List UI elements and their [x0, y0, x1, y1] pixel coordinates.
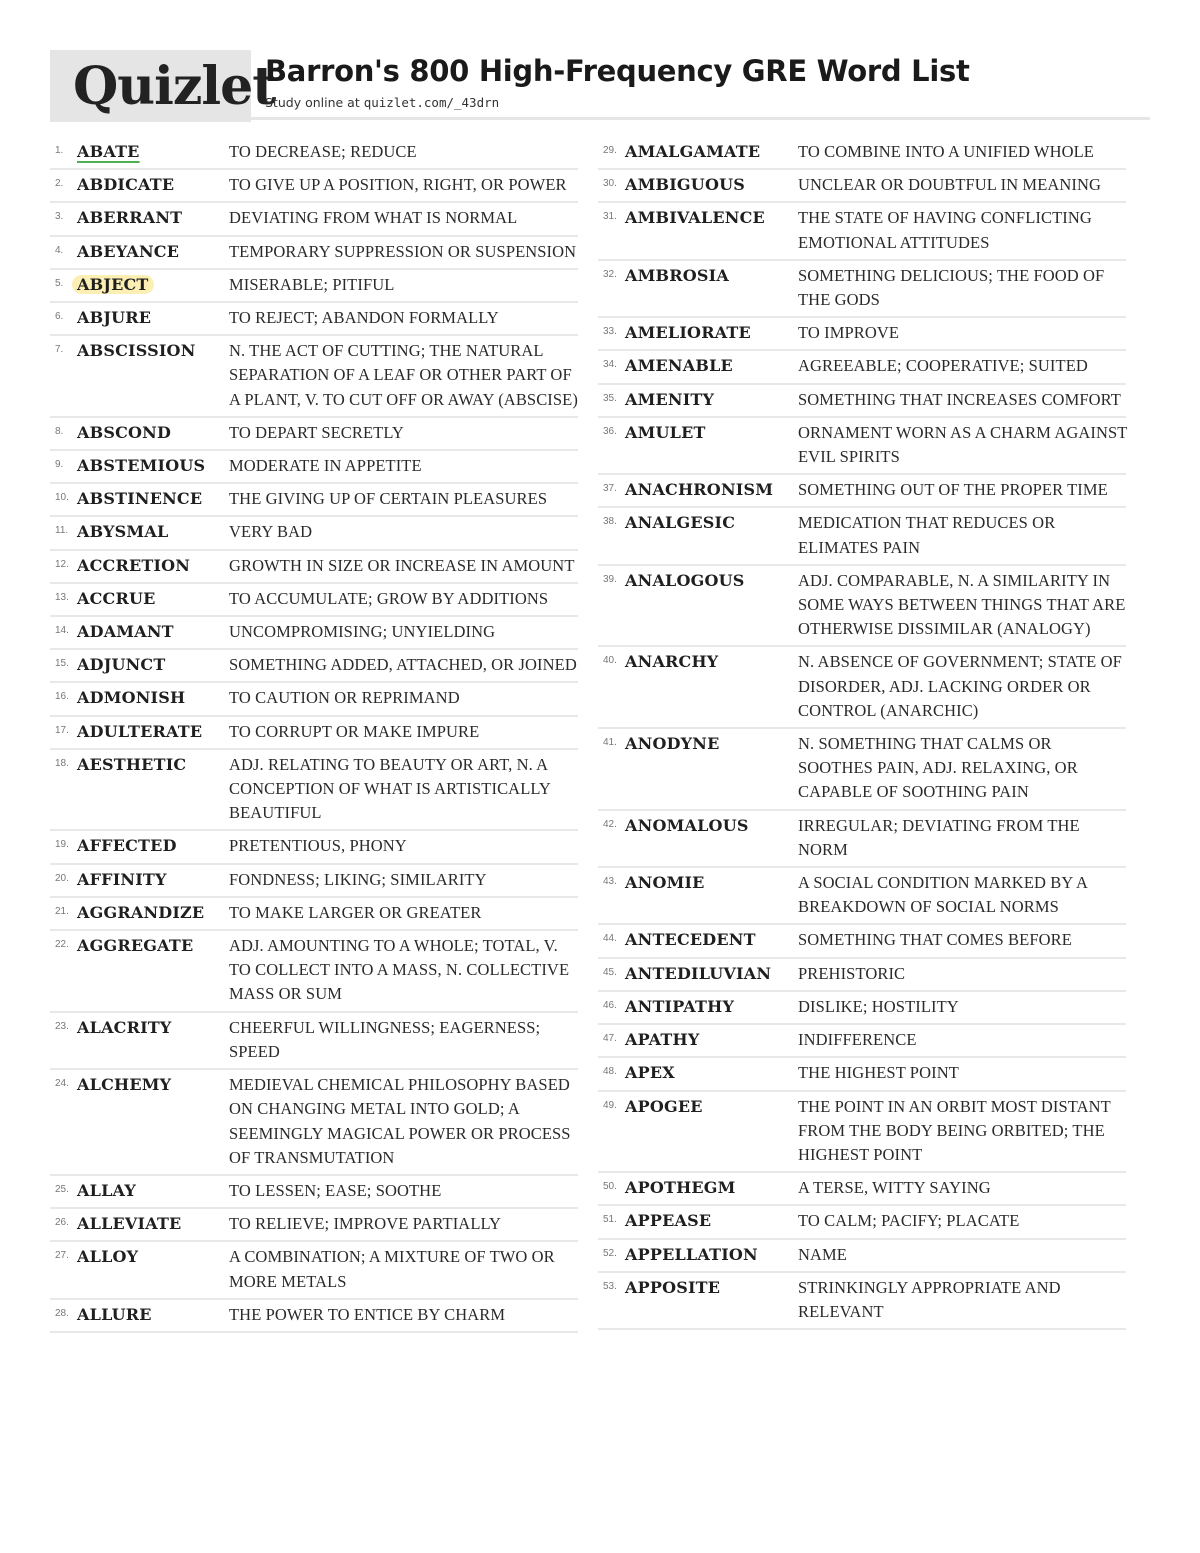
word-entry	[598, 868, 1126, 925]
word-entry	[50, 617, 578, 650]
entry-number: 18.	[55, 757, 69, 769]
entry-term-text: ABJECT	[72, 275, 154, 294]
entry-number: 34.	[603, 359, 617, 371]
entry-term-text: ANOMIE	[625, 873, 705, 893]
entry-number: 4.	[55, 244, 64, 256]
entry-term-text: ABERRANT	[77, 208, 183, 228]
entry-number: 10.	[55, 492, 69, 504]
entry-term-text: ANARCHY	[625, 652, 719, 672]
word-entry	[598, 1092, 1126, 1174]
entry-term-text: ALLOY	[77, 1247, 139, 1267]
word-entry	[50, 931, 578, 1013]
entry-number: 37.	[603, 483, 617, 495]
entry-number: 13.	[55, 591, 69, 603]
entry-number: 42.	[603, 818, 617, 830]
entry-term	[625, 1061, 675, 1085]
entry-definition: TO DEPART SECRETLY	[229, 422, 404, 442]
entry-definition: MISERABLE; PITIFUL	[229, 274, 395, 294]
entry-term	[77, 653, 165, 677]
entry-term	[77, 901, 204, 925]
entry-number: 22.	[55, 939, 69, 951]
entry-term-text: AFFINITY	[77, 869, 167, 889]
entry-definition: N. THE ACT OF CUTTING; THE NATURAL SEPARATION OF A LEAF OR OTHER PART OF A PLANT, V. TO CUT OFF OR AWAY (ABSCISE)	[229, 341, 578, 409]
entry-term-text: ABSTEMIOUS	[77, 456, 206, 476]
entry-term	[77, 1179, 136, 1203]
entry-definition: TO IMPROVE	[798, 323, 900, 343]
entry-number: 14.	[55, 625, 69, 637]
entry-number: 38.	[603, 516, 617, 528]
entry-number: 2.	[55, 178, 64, 190]
entry-term	[77, 273, 154, 297]
entry-term-text: ABSTINENCE	[77, 489, 203, 509]
entry-term-text: APPELLATION	[625, 1244, 758, 1264]
entry-definition: TO LESSEN; EASE; SOOTHE	[229, 1180, 442, 1200]
word-entry	[50, 451, 578, 484]
word-entry	[50, 865, 578, 898]
word-entry	[50, 831, 578, 864]
entry-term	[625, 511, 735, 535]
entry-definition: SOMETHING OUT OF THE PROPER TIME	[798, 480, 1108, 500]
entry-term-text: AMENITY	[625, 389, 715, 409]
entry-term	[625, 173, 745, 197]
word-entry	[598, 1173, 1126, 1206]
entry-definition: DEVIATING FROM WHAT IS NORMAL	[229, 208, 518, 228]
entry-term	[77, 1212, 181, 1236]
word-entry	[598, 811, 1126, 868]
entry-number: 43.	[603, 876, 617, 888]
word-entry	[50, 898, 578, 931]
entry-term-text: AGGRANDIZE	[77, 902, 205, 922]
entry-number: 20.	[55, 872, 69, 884]
entry-term	[625, 1276, 720, 1300]
entry-definition: N. SOMETHING THAT CALMS OR SOOTHES PAIN, ADJ. RELAXING, OR CAPABLE OF SOOTHING PAIN	[798, 734, 1078, 802]
entry-number: 41.	[603, 737, 617, 749]
entry-term-text: APPEASE	[625, 1211, 712, 1231]
entry-term-text: ABYSMAL	[77, 522, 169, 542]
entry-term	[77, 834, 177, 858]
entry-number: 33.	[603, 326, 617, 338]
entry-term-text: AMENABLE	[625, 356, 733, 376]
study-online-line	[265, 95, 499, 110]
entry-term-text: AMBROSIA	[625, 265, 729, 285]
entry-number: 31.	[603, 211, 617, 223]
entry-definition: UNCLEAR OR DOUBTFUL IN MEANING	[798, 175, 1102, 195]
word-entry	[598, 925, 1126, 958]
word-entry	[598, 351, 1126, 384]
entry-number: 11.	[55, 525, 69, 537]
entry-definition: THE STATE OF HAVING CONFLICTING EMOTIONAL ATTITUDES	[798, 208, 1092, 252]
entry-term	[625, 1243, 758, 1267]
word-entry	[598, 318, 1126, 351]
entry-term	[625, 732, 720, 756]
entry-term	[625, 421, 706, 445]
entry-number: 49.	[603, 1099, 617, 1111]
entry-number: 24.	[55, 1078, 69, 1090]
entry-definition: TO CALM; PACIFY; PLACATE	[798, 1211, 1020, 1231]
entry-definition: MEDICATION THAT REDUCES OR ELIMATES PAIN	[798, 513, 1056, 557]
entry-term	[625, 814, 749, 838]
word-entry	[50, 270, 578, 303]
entry-number: 25.	[55, 1183, 69, 1195]
word-entry	[50, 237, 578, 270]
right-column	[598, 137, 1126, 1330]
entry-definition: TO CORRUPT OR MAKE IMPURE	[229, 721, 480, 741]
word-entry	[50, 170, 578, 203]
entry-term	[77, 753, 186, 777]
entry-definition: A COMBINATION; A MIXTURE OF TWO OR MORE METALS	[229, 1247, 555, 1291]
word-entry	[598, 418, 1126, 475]
word-entry	[598, 1273, 1126, 1330]
entry-term-text: ADMONISH	[77, 688, 186, 708]
entry-number: 47.	[603, 1033, 617, 1045]
entry-term-text: ANALOGOUS	[625, 570, 745, 590]
entry-term	[77, 686, 185, 710]
word-entry	[50, 1070, 578, 1176]
entry-term	[625, 995, 734, 1019]
entry-term	[77, 206, 182, 230]
entry-term	[625, 928, 756, 952]
entry-number: 52.	[603, 1247, 617, 1259]
entry-definition: ADJ. AMOUNTING TO A WHOLE; TOTAL, V. TO COLLECT INTO A MASS, N. COLLECTIVE MASS OR SUM	[229, 936, 570, 1004]
word-entry	[50, 1209, 578, 1242]
word-entry	[598, 1058, 1126, 1091]
entry-definition: ADJ. COMPARABLE, N. A SIMILARITY IN SOME WAYS BETWEEN THINGS THAT ARE OTHERWISE DISSIMILAR (ANALOGY)	[798, 570, 1126, 639]
entry-term	[77, 868, 167, 892]
entry-term-text: ACCRETION	[77, 555, 191, 575]
word-entry	[50, 517, 578, 550]
entry-term	[77, 339, 196, 363]
entry-definition: THE POWER TO ENTICE BY CHARM	[229, 1304, 506, 1324]
entry-definition: PREHISTORIC	[798, 963, 906, 983]
word-entry	[50, 203, 578, 236]
word-entry	[50, 1176, 578, 1209]
entry-term-text: APOGEE	[625, 1096, 703, 1116]
entry-definition: TO MAKE LARGER OR GREATER	[229, 902, 482, 922]
word-entry	[50, 1013, 578, 1070]
word-entry	[50, 1300, 578, 1333]
entry-definition: UNCOMPROMISING; UNYIELDING	[229, 622, 496, 642]
entry-definition: SOMETHING ADDED, ATTACHED, OR JOINED	[229, 655, 577, 675]
entry-definition: TO COMBINE INTO A UNIFIED WHOLE	[798, 142, 1094, 161]
entry-term-text: ABEYANCE	[77, 241, 180, 261]
entry-number: 12.	[55, 558, 69, 570]
entry-definition: TO GIVE UP A POSITION, RIGHT, OR POWER	[229, 175, 567, 195]
word-entry	[598, 261, 1126, 318]
entry-number: 1.	[55, 145, 64, 156]
entry-number: 16.	[55, 691, 69, 703]
entry-number: 40.	[603, 655, 617, 667]
entry-term-text: ABSCOND	[77, 422, 172, 442]
entry-term	[77, 306, 151, 330]
entry-number: 46.	[603, 999, 617, 1011]
entry-term-text: ANACHRONISM	[625, 480, 774, 500]
entry-term-text: AMBIGUOUS	[625, 175, 745, 195]
entry-number: 44.	[603, 933, 617, 945]
entry-number: 3.	[55, 211, 64, 223]
entry-term	[625, 650, 718, 674]
word-entry	[50, 584, 578, 617]
word-entry	[50, 303, 578, 336]
word-entry	[50, 650, 578, 683]
entry-number: 36.	[603, 425, 617, 437]
entry-term-text: AESTHETIC	[77, 754, 187, 774]
entry-definition: TO RELIEVE; IMPROVE PARTIALLY	[229, 1214, 502, 1234]
entry-term	[625, 871, 705, 895]
word-entry	[598, 137, 1126, 170]
entry-term-text: ADAMANT	[77, 622, 174, 642]
entry-definition: THE GIVING UP OF CERTAIN PLEASURES	[229, 489, 548, 509]
entry-term-text: ALLEVIATE	[77, 1214, 182, 1234]
entry-definition: GROWTH IN SIZE OR INCREASE IN AMOUNT	[229, 555, 575, 575]
entry-term-text: ADULTERATE	[77, 721, 203, 741]
entry-number: 35.	[603, 392, 617, 404]
entry-term	[625, 569, 745, 593]
entry-term-text: AMELIORATE	[625, 323, 751, 343]
entry-definition: SOMETHING THAT INCREASES COMFORT	[798, 389, 1121, 409]
entry-definition: PRETENTIOUS, PHONY	[229, 836, 407, 856]
entry-term	[77, 720, 202, 744]
entry-term	[625, 321, 751, 345]
entry-definition: AGREEABLE; COOPERATIVE; SUITED	[798, 356, 1088, 376]
word-entry	[598, 203, 1126, 260]
word-entry	[598, 1240, 1126, 1273]
word-entry	[598, 729, 1126, 811]
entry-definition: SOMETHING DELICIOUS; THE FOOD OF THE GODS	[798, 265, 1105, 310]
entry-term-text: APATHY	[625, 1030, 700, 1050]
entry-definition: THE HIGHEST POINT	[798, 1063, 959, 1083]
entry-number: 51.	[603, 1214, 617, 1226]
word-entry	[50, 717, 578, 750]
entry-term-text: APPOSITE	[625, 1277, 721, 1297]
entry-term	[77, 1073, 171, 1097]
entry-definition: MODERATE IN APPETITE	[229, 456, 422, 476]
page-title: Barron's 800 High-Frequency GRE Word List	[265, 54, 970, 88]
word-entry	[598, 959, 1126, 992]
entry-number: 9.	[55, 459, 64, 471]
entry-term	[625, 264, 729, 288]
word-entry	[598, 1206, 1126, 1239]
word-entry	[50, 551, 578, 584]
entry-term	[625, 354, 733, 378]
entry-term	[77, 454, 205, 478]
entry-definition: TO DECREASE; REDUCE	[229, 142, 417, 161]
entry-definition: IRREGULAR; DEVIATING FROM THE NORM	[798, 815, 1080, 859]
entry-term	[77, 554, 190, 578]
entry-term	[77, 1245, 138, 1269]
entry-number: 27.	[55, 1250, 69, 1262]
entry-definition: MEDIEVAL CHEMICAL PHILOSOPHY BASED ON CHANGING METAL INTO GOLD; A SEEMINGLY MAGICAL POWER OR PROCESS OF TRANSMUTATION	[229, 1075, 571, 1167]
entry-term-text: AMBIVALENCE	[625, 208, 765, 228]
entry-term	[77, 1016, 172, 1040]
entry-term-text: ANTECEDENT	[625, 930, 756, 950]
entry-definition: VERY BAD	[229, 522, 313, 542]
entry-number: 32.	[603, 268, 617, 280]
word-entry	[598, 647, 1126, 729]
entry-term	[77, 620, 174, 644]
entry-definition: TO ACCUMULATE; GROW BY ADDITIONS	[229, 588, 549, 608]
left-column	[50, 137, 578, 1333]
entry-term	[625, 1028, 699, 1052]
word-entry	[50, 336, 578, 418]
entry-number: 7.	[55, 344, 64, 356]
entry-term-text: ADJUNCT	[77, 655, 166, 675]
word-entry	[598, 1025, 1126, 1058]
word-entry	[50, 484, 578, 517]
entry-term-text: ALLAY	[77, 1180, 136, 1200]
entry-number: 23.	[55, 1020, 69, 1032]
entry-term-text: ALCHEMY	[77, 1075, 172, 1095]
entry-definition: DISLIKE; HOSTILITY	[798, 996, 959, 1016]
entry-definition: SOMETHING THAT COMES BEFORE	[798, 930, 1072, 950]
entry-term-text: APOTHEGM	[625, 1178, 736, 1198]
entry-definition: NAME	[798, 1244, 847, 1264]
entry-number: 26.	[55, 1217, 69, 1229]
entry-term-text: AFFECTED	[77, 836, 177, 856]
entry-number: 45.	[603, 966, 617, 978]
entry-term-text: ANTEDILUVIAN	[625, 963, 772, 983]
entry-definition: INDIFFERENCE	[798, 1030, 917, 1050]
entry-term-text: ANOMALOUS	[625, 815, 749, 835]
entry-term-text: ABJURE	[77, 308, 152, 328]
entry-definition: ADJ. RELATING TO BEAUTY OR ART, N. A CONCEPTION OF WHAT IS ARTISTICALLY BEAUTIFUL	[229, 754, 551, 823]
entry-term-text: ABATE	[77, 142, 140, 161]
word-entry	[598, 508, 1126, 565]
word-entry	[50, 1242, 578, 1299]
entry-definition: FONDNESS; LIKING; SIMILARITY	[229, 869, 487, 889]
entry-definition: A SOCIAL CONDITION MARKED BY A BREAKDOWN OF SOCIAL NORMS	[798, 873, 1088, 917]
entry-number: 28.	[55, 1307, 69, 1319]
entry-number: 30.	[603, 178, 617, 190]
entry-term-text: ALACRITY	[77, 1017, 172, 1037]
entry-definition: TO CAUTION OR REPRIMAND	[229, 688, 460, 708]
quizlet-logo: Quizlet	[73, 56, 276, 117]
entry-term-text: ABSCISSION	[77, 341, 196, 361]
entry-term-text: AMALGAMATE	[625, 142, 761, 161]
entry-number: 8.	[55, 425, 64, 437]
entry-term-text: ANODYNE	[625, 734, 720, 754]
entry-number: 5.	[55, 277, 64, 289]
entry-term	[77, 934, 193, 958]
word-entry	[598, 385, 1126, 418]
entry-number: 21.	[55, 905, 69, 917]
entry-term	[625, 1209, 711, 1233]
entry-definition: A TERSE, WITTY SAYING	[798, 1178, 991, 1198]
entry-definition: THE POINT IN AN ORBIT MOST DISTANT FROM THE BODY BEING ORBITED; THE HIGHEST POINT	[798, 1096, 1111, 1164]
entry-term	[625, 206, 765, 230]
word-entry	[50, 750, 578, 832]
entry-number: 15.	[55, 658, 69, 670]
entry-term	[625, 478, 773, 502]
entry-term	[625, 962, 771, 986]
entry-term	[625, 1095, 703, 1119]
entry-term-text: ACCRUE	[77, 588, 156, 608]
header-divider	[251, 117, 1150, 120]
word-entry	[50, 137, 578, 170]
entry-number: 19.	[55, 839, 69, 851]
entry-definition: TO REJECT; ABANDON FORMALLY	[229, 308, 499, 328]
entry-term	[77, 1303, 152, 1327]
entry-term-text: ANTIPATHY	[625, 996, 735, 1016]
entry-term	[77, 487, 202, 511]
entry-number: 6.	[55, 311, 64, 323]
entry-term	[77, 421, 171, 445]
word-entry	[598, 992, 1126, 1025]
entry-term	[625, 140, 760, 164]
entry-term-text: ABDICATE	[77, 175, 175, 195]
entry-number: 17.	[55, 724, 69, 736]
entry-term	[77, 240, 179, 264]
entry-number: 50.	[603, 1181, 617, 1193]
entry-term	[77, 587, 156, 611]
entry-term	[77, 140, 140, 164]
word-entry	[50, 418, 578, 451]
study-url-link[interactable]: quizlet.com/_43drn	[363, 95, 500, 110]
word-entry	[598, 170, 1126, 203]
entry-term-text: ANALGESIC	[625, 513, 736, 533]
entry-term	[625, 1176, 736, 1200]
word-entry	[50, 683, 578, 716]
study-online-label: Study online at	[265, 95, 364, 110]
entry-term-text: AMULET	[625, 422, 706, 442]
entry-definition: ORNAMENT WORN AS A CHARM AGAINST EVIL SPIRITS	[798, 422, 1128, 467]
entry-term	[77, 520, 168, 544]
entry-definition: N. ABSENCE OF GOVERNMENT; STATE OF DISORDER, ADJ. LACKING ORDER OR CONTROL (ANARCHIC)	[798, 652, 1122, 720]
entry-term-text: ALLURE	[77, 1304, 152, 1324]
entry-term-text: APEX	[625, 1063, 675, 1083]
entry-number: 48.	[603, 1066, 617, 1078]
entry-number: 39.	[603, 573, 617, 585]
entry-definition: TEMPORARY SUPPRESSION OR SUSPENSION	[229, 241, 577, 261]
entry-number: 29.	[603, 145, 617, 156]
entry-term	[625, 388, 714, 412]
entry-number: 53.	[603, 1280, 617, 1292]
entry-definition: STRINKINGLY APPROPRIATE AND RELEVANT	[798, 1277, 1061, 1321]
entry-term-text: AGGREGATE	[77, 936, 194, 956]
word-entry	[598, 566, 1126, 648]
entry-definition: CHEERFUL WILLINGNESS; EAGERNESS; SPEED	[229, 1017, 541, 1061]
word-entry	[598, 475, 1126, 508]
entry-term	[77, 173, 174, 197]
